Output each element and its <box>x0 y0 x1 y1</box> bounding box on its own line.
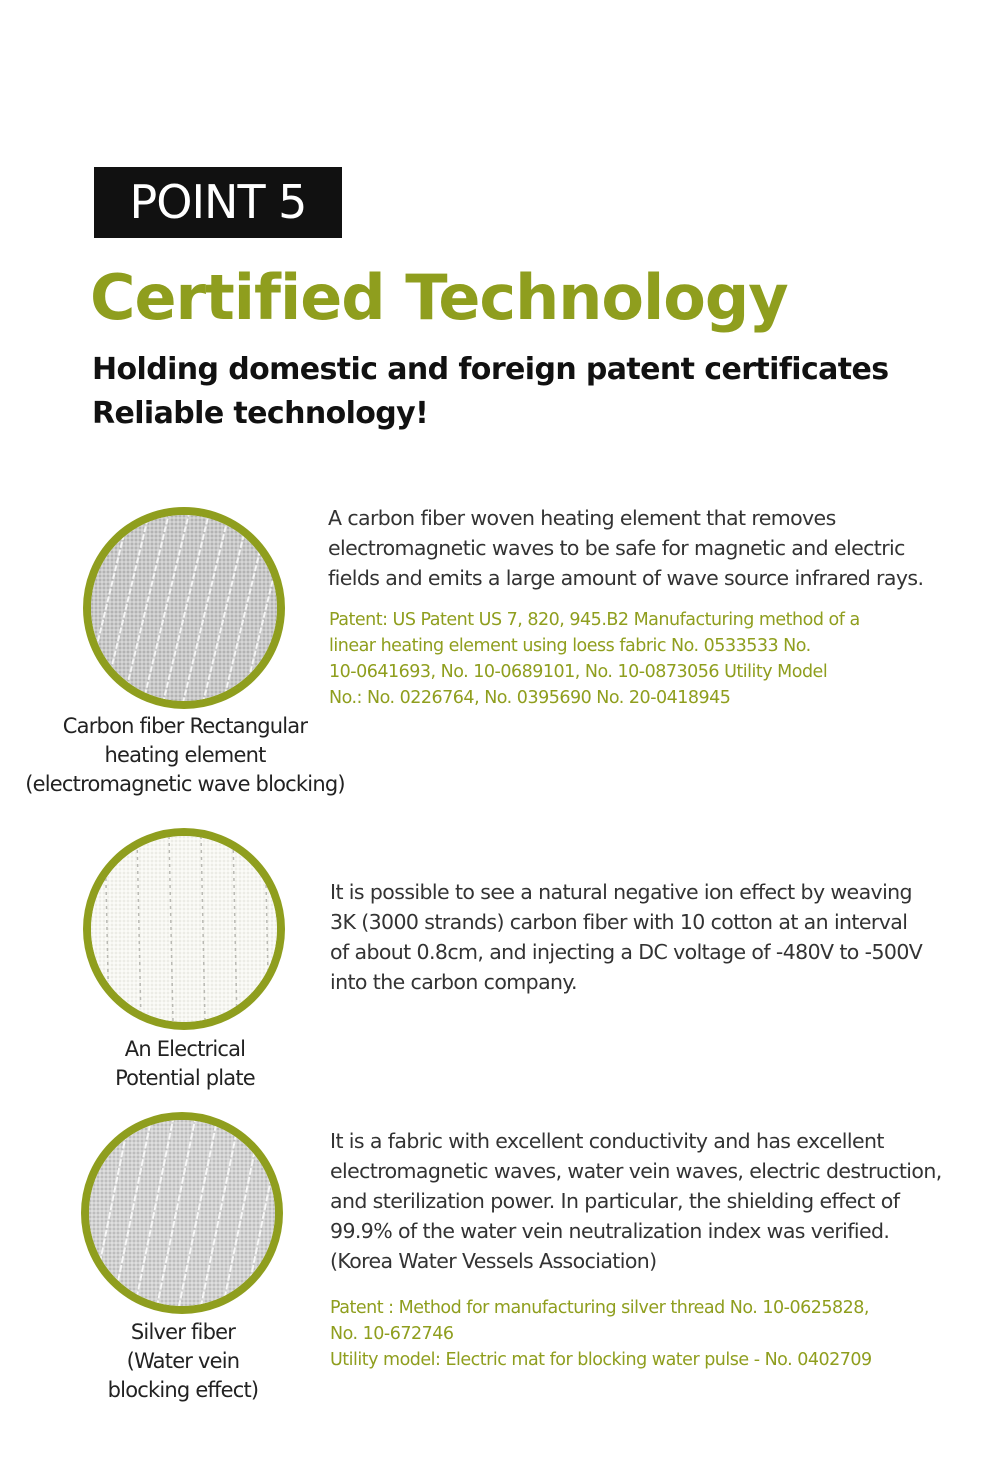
caption-line: (electromagnetic wave blocking) <box>25 772 345 796</box>
silver-fiber-description <box>330 1126 942 1276</box>
description-line: It is possible to see a natural negative ion effect by weaving <box>330 880 912 904</box>
caption-line: An Electrical <box>124 1037 246 1061</box>
patent-line: Patent : Method for manufacturing silver thread No. 10-0625828, <box>330 1298 869 1318</box>
carbon-fiber-description <box>328 503 923 593</box>
description-line: A carbon fiber woven heating element that removes <box>328 506 836 530</box>
page-title: Certified Technology <box>90 261 788 334</box>
patent-line: linear heating element using loess fabric No. 0533533 No. <box>329 636 811 656</box>
subtitle-line: Holding domestic and foreign patent certificates <box>92 352 889 387</box>
caption-line: heating element <box>104 743 266 767</box>
subtitle <box>92 348 889 436</box>
caption-line: Potential plate <box>115 1066 255 1090</box>
description-line: and sterilization power. In particular, the shielding effect of <box>330 1189 900 1213</box>
patent-line: No. 10-672746 <box>330 1324 454 1344</box>
description-line: electromagnetic waves, water vein waves, electric destruction, <box>330 1159 942 1183</box>
description-line: electromagnetic waves to be safe for magnetic and electric <box>328 536 905 560</box>
description-line: (Korea Water Vessels Association) <box>330 1249 657 1273</box>
patent-line: No.: No. 0226764, No. 0395690 No. 20-0418945 <box>329 688 731 708</box>
subtitle-line: Reliable technology! <box>92 396 429 431</box>
silver-fiber-fabric-image <box>81 1112 283 1314</box>
description-line: into the carbon company. <box>330 970 577 994</box>
electrical-plate-description <box>330 877 922 997</box>
silver-fiber-patent <box>330 1295 872 1373</box>
description-line: 99.9% of the water vein neutralization index was verified. <box>330 1219 890 1243</box>
caption-line: Silver fiber <box>130 1320 236 1344</box>
carbon-fiber-patent <box>329 607 860 711</box>
carbon-fiber-fabric-image <box>83 507 285 709</box>
caption-line: (Water vein <box>126 1349 240 1373</box>
electrical-potential-plate-image <box>83 828 285 1030</box>
caption-line: blocking effect) <box>107 1378 259 1402</box>
description-line: 3K (3000 strands) carbon fiber with 10 cotton at an interval <box>330 910 908 934</box>
caption-line: Carbon fiber Rectangular <box>62 714 308 738</box>
point-badge: POINT 5 <box>94 167 342 238</box>
description-line: fields and emits a large amount of wave source infrared rays. <box>328 566 924 590</box>
description-line: of about 0.8cm, and injecting a DC voltage of -480V to -500V <box>330 940 923 964</box>
silver-fiber-caption <box>83 1318 283 1405</box>
patent-line: Utility model: Electric mat for blocking water pulse - No. 0402709 <box>330 1350 872 1370</box>
description-line: It is a fabric with excellent conductivity and has excellent <box>330 1129 884 1153</box>
electrical-plate-caption <box>85 1035 285 1093</box>
patent-line: Patent: US Patent US 7, 820, 945.B2 Manufacturing method of a <box>329 610 860 630</box>
carbon-fiber-caption <box>10 712 360 799</box>
patent-line: 10-0641693, No. 10-0689101, No. 10-0873056 Utility Model <box>329 662 828 682</box>
